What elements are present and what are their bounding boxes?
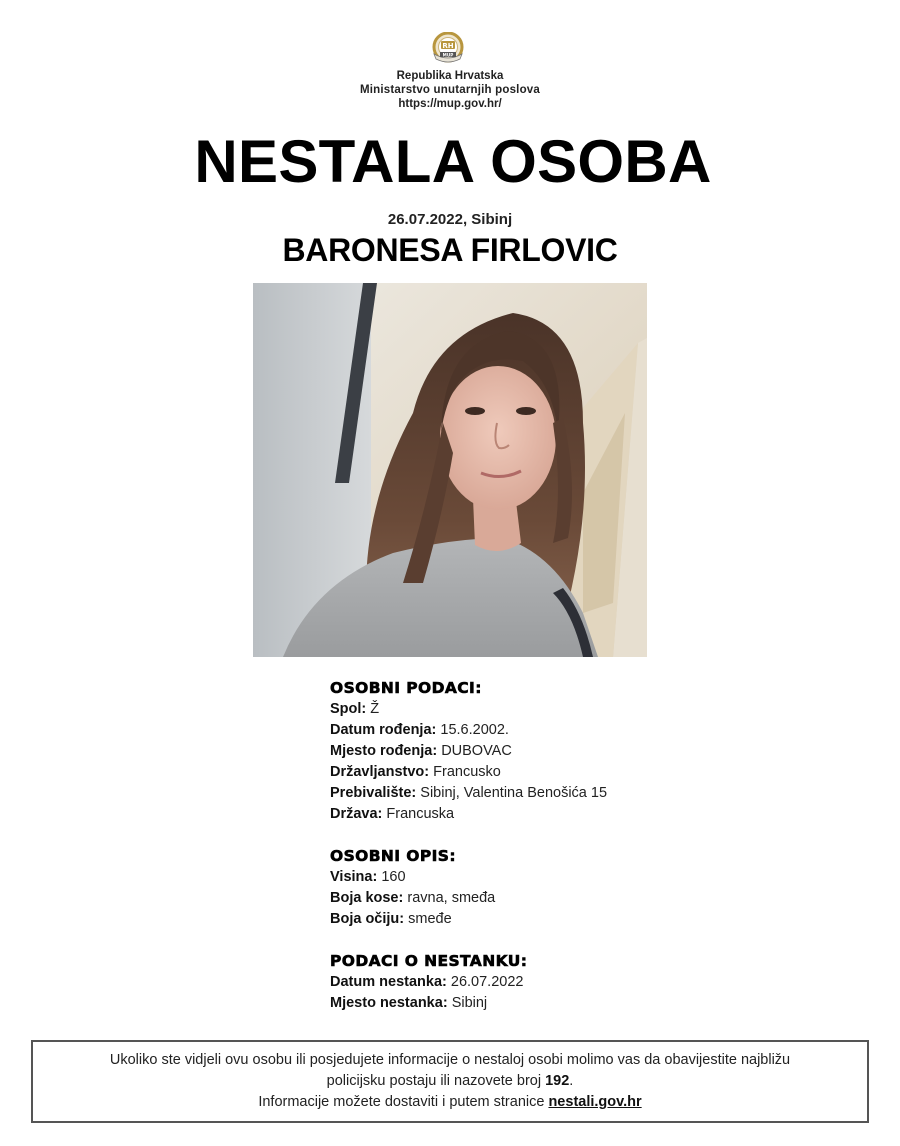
info-row-disappearance-date xyxy=(330,972,810,993)
row-value: Sibinj xyxy=(451,995,488,1011)
section-personal-data xyxy=(330,678,810,825)
row-label: Datum rođenja: xyxy=(330,722,437,738)
row-value: Ž xyxy=(370,701,380,717)
person-photo xyxy=(253,283,647,657)
row-value: 160 xyxy=(381,869,406,885)
row-label: Mjesto nestanka: xyxy=(330,995,448,1011)
notice-line-1: Ukoliko ste vidjeli ovu osobu ili posjedujete informacije o nestaloj osobi molimo vas da obavijestite najbližu xyxy=(109,1052,791,1068)
mup-crest-logo-icon xyxy=(429,32,467,66)
section-disappearance-data xyxy=(330,951,810,1014)
row-label: Visina: xyxy=(330,869,378,885)
info-row-disappearance-place xyxy=(330,993,810,1014)
row-value: ravna, smeđa xyxy=(407,890,496,906)
row-value: Francusko xyxy=(433,764,501,780)
nestali-link[interactable]: nestali.gov.hr xyxy=(548,1094,642,1110)
info-row-hair xyxy=(330,888,810,909)
row-label: Država: xyxy=(330,806,383,822)
notice-line-3 xyxy=(33,1092,867,1113)
notice-text: . xyxy=(569,1073,574,1089)
poster-title: NESTALA OSOBA xyxy=(194,128,712,195)
svg-text:RH: RH xyxy=(442,42,454,50)
issuer-ministry: Ministarstvo unutarnjih poslova xyxy=(360,84,540,96)
row-value: smeđe xyxy=(408,911,452,927)
row-label: Spol: xyxy=(330,701,367,717)
info-row-country xyxy=(330,804,810,825)
info-row-birth-place xyxy=(330,741,810,762)
info-row-citizenship xyxy=(330,762,810,783)
row-label: Državljanstvo: xyxy=(330,764,430,780)
police-phone-number[interactable]: 192 xyxy=(545,1073,570,1089)
row-value: 15.6.2002. xyxy=(440,722,509,738)
info-row-sex xyxy=(330,699,810,720)
info-row-height xyxy=(330,867,810,888)
issuer-country: Republika Hrvatska xyxy=(396,70,504,82)
row-label: Mjesto rođenja: xyxy=(330,743,438,759)
date-place: 26.07.2022, Sibinj xyxy=(387,211,513,228)
row-value: DUBOVAC xyxy=(441,743,512,759)
section-heading: OSOBNI OPIS: xyxy=(330,847,456,865)
person-name: BARONESA FIRLOVIC xyxy=(282,232,618,268)
row-value: Sibinj, Valentina Benošića 15 xyxy=(420,785,608,801)
notice-line-2 xyxy=(33,1071,867,1092)
row-label: Boja očiju: xyxy=(330,911,405,927)
svg-text:MUP: MUP xyxy=(442,52,454,58)
row-value: Francuska xyxy=(386,806,455,822)
contact-notice-box xyxy=(31,1040,869,1123)
row-label: Prebivalište: xyxy=(330,785,417,801)
row-value: 26.07.2022 xyxy=(450,974,524,990)
section-heading: OSOBNI PODACI: xyxy=(330,679,482,697)
issuer-url[interactable]: https://mup.gov.hr/ xyxy=(398,98,502,110)
row-label: Boja kose: xyxy=(330,890,404,906)
info-row-residence xyxy=(330,783,810,804)
info-row-eyes xyxy=(330,909,810,930)
section-personal-description xyxy=(330,846,810,930)
row-label: Datum nestanka: xyxy=(330,974,447,990)
notice-text: policijsku postaju ili nazovete broj xyxy=(326,1073,546,1089)
info-row-birth-date xyxy=(330,720,810,741)
info-sections xyxy=(330,678,810,1014)
notice-text: Informacije možete dostaviti i putem stranice xyxy=(258,1094,549,1110)
section-heading: PODACI O NESTANKU: xyxy=(330,952,528,970)
